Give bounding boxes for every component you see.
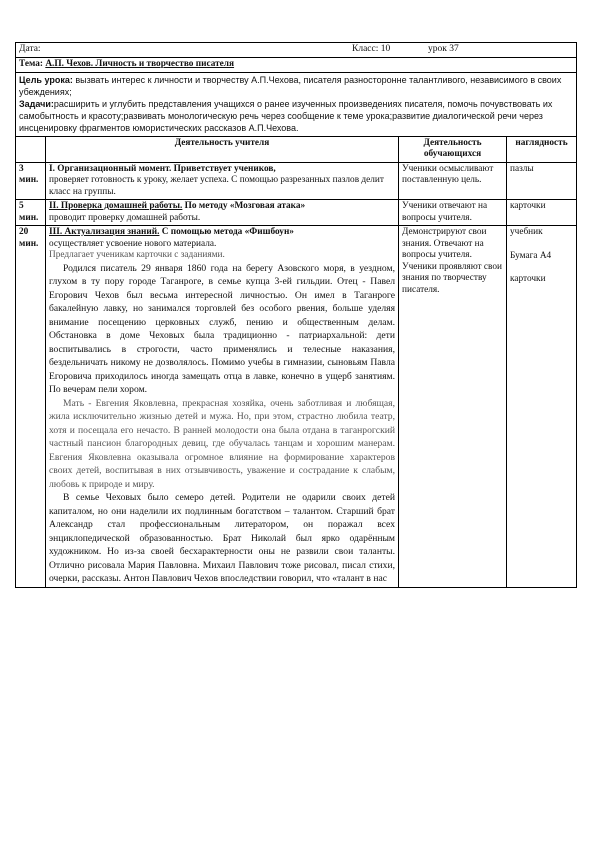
stage-title: I. Организационный момент. Приветствует учеников, — [49, 163, 276, 174]
stage-tools: карточки — [507, 200, 577, 226]
header-row — [16, 43, 577, 58]
stage-text: проверяет готовность к уроку, желает успеха. С помощью разрезанных пазлов делит класс на группы. — [49, 175, 384, 197]
bio-paragraph-1: Родился писатель 29 января 1860 года на берегу Азовского моря, в уездном, глухом в ту пору городе Таганроге, в семье купца 3-ей гильдии. Отец - Павел Егорович Чехов был весьма интересной личностью. Он имел в Таганроге бакалейную лавку, но занимался торговлей без особого рвения, больше уделяя внимание посещению церковных служб, пению и общественным делам. Обстановка в доме Чеховых была традиционно - патриархальной: дети воспитывались в строгости, часто применялись и телесные наказания, бездельничать никому не дозволялось. Помимо учебы в гимназии, сыновьям Павла Егоровича приходилось иногда замещать отца в лавке, конечно в ущерб занятиям. По вечерам пели хором. — [49, 262, 395, 395]
columns-header-row — [16, 136, 577, 162]
stage-time: 3 мин. — [16, 162, 46, 200]
class-label: Класс: 10 — [352, 44, 391, 54]
topic-text: А.П. Чехов. Личность и творчество писателя — [45, 59, 235, 69]
stage-text: осуществляет усвоение нового материала. — [49, 238, 217, 249]
column-student: Деятельность обучающихся — [399, 136, 507, 162]
stage-title-rest: По методу «Мозговая атака» — [182, 201, 306, 211]
date-label: Дата: — [19, 44, 41, 54]
topic-row — [16, 58, 577, 73]
stage-row — [16, 226, 577, 588]
lesson-label: урок 37 — [428, 44, 459, 54]
stage-title: III. Актуализация знаний. — [49, 227, 160, 237]
stage-text: проводит проверку домашней работы. — [49, 212, 201, 223]
stage-student: Демонстрируют свои знания. Отвечают на вопросы учителя. Ученики проявляют свои знания по творчеству писателя. — [399, 226, 507, 588]
stage-title: II. Проверка домашней работы. — [49, 201, 183, 211]
tool-cards: карточки — [510, 274, 546, 284]
stage-tools: пазлы — [507, 162, 577, 200]
tasks-label: Задачи: — [19, 98, 54, 109]
topic-label: Тема: — [19, 59, 43, 69]
stage-row — [16, 200, 577, 226]
stage-title-rest: С помощью метода «Фишбоун» — [159, 227, 294, 237]
bio-paragraph-2: Мать - Евгения Яковлевна, прекрасная хозяйка, очень заботливая и любящая, жила исключительно жизнью детей и мужа. Но, при этом, страстно любила театр, хотя и посещала его нечасто. В ранней молодости она была отдана в таганрогский частный пансион благородных девиц, где обучалась танцам и хорошим манерам. Евгения Яковлевна оказывала огромное влияние на формирование характеров своих детей, воспитывая в них отзывчивость, уважение и сострадание к слабым, любовь к природе и миру. — [49, 397, 395, 490]
stage-student: Ученики осмысливают поставленную цель. — [399, 162, 507, 200]
goal-label: Цель урока: — [19, 74, 73, 85]
tasks-block — [19, 98, 573, 134]
stage-time: 20 мин. — [16, 226, 46, 588]
stage-note: Предлагает ученикам карточки с заданиями. — [49, 250, 225, 260]
lesson-plan — [15, 42, 577, 588]
stage-time: 5 мин. — [16, 200, 46, 226]
goal-text: вызвать интерес к личности и творчеству А.П.Чехова, писателя разносторонне талантливого, независимого в своих убеждениях; — [19, 74, 562, 97]
tool-textbook: учебник — [510, 227, 543, 237]
column-tools: наглядность — [507, 136, 577, 162]
goal-block — [19, 74, 573, 98]
goal-tasks-row — [16, 72, 577, 136]
column-teacher: Деятельность учителя — [46, 136, 399, 162]
bio-paragraph-3: В семье Чеховых было семеро детей. Родители не одарили своих детей капиталом, но они наделили их подлинным богатством – талантом. Старший брат Александр стал профессиональным литератором, он поражал всех энциклопедической образованностью. Брат Николай был ярко одарённым художником. Но из-за своей бесхарактерности оны не развили свои таланты. Отлично рисовала Мария Павловна. Михаил Павлович тоже рисовал, писал стихи, очерки, рассказы. Антон Павлович Чехов впоследствии говорил, что «талант в нас — [49, 492, 395, 584]
lesson-plan-table — [15, 42, 577, 588]
tool-paper: Бумага А4 — [510, 250, 552, 261]
tasks-text: расширить и углубить представления учащихся о ранее изученных произведениях писателя, помочь почувствовать их самобытность и красоту;развивать монологическую речь через сообщение к теме урока;развитие диалогической речи через инсценировку фрагментов юмористических рассказов А.П.Чехова. — [19, 98, 553, 133]
stage-row — [16, 162, 577, 200]
stage-student: Ученики отвечают на вопросы учителя. — [399, 200, 507, 226]
